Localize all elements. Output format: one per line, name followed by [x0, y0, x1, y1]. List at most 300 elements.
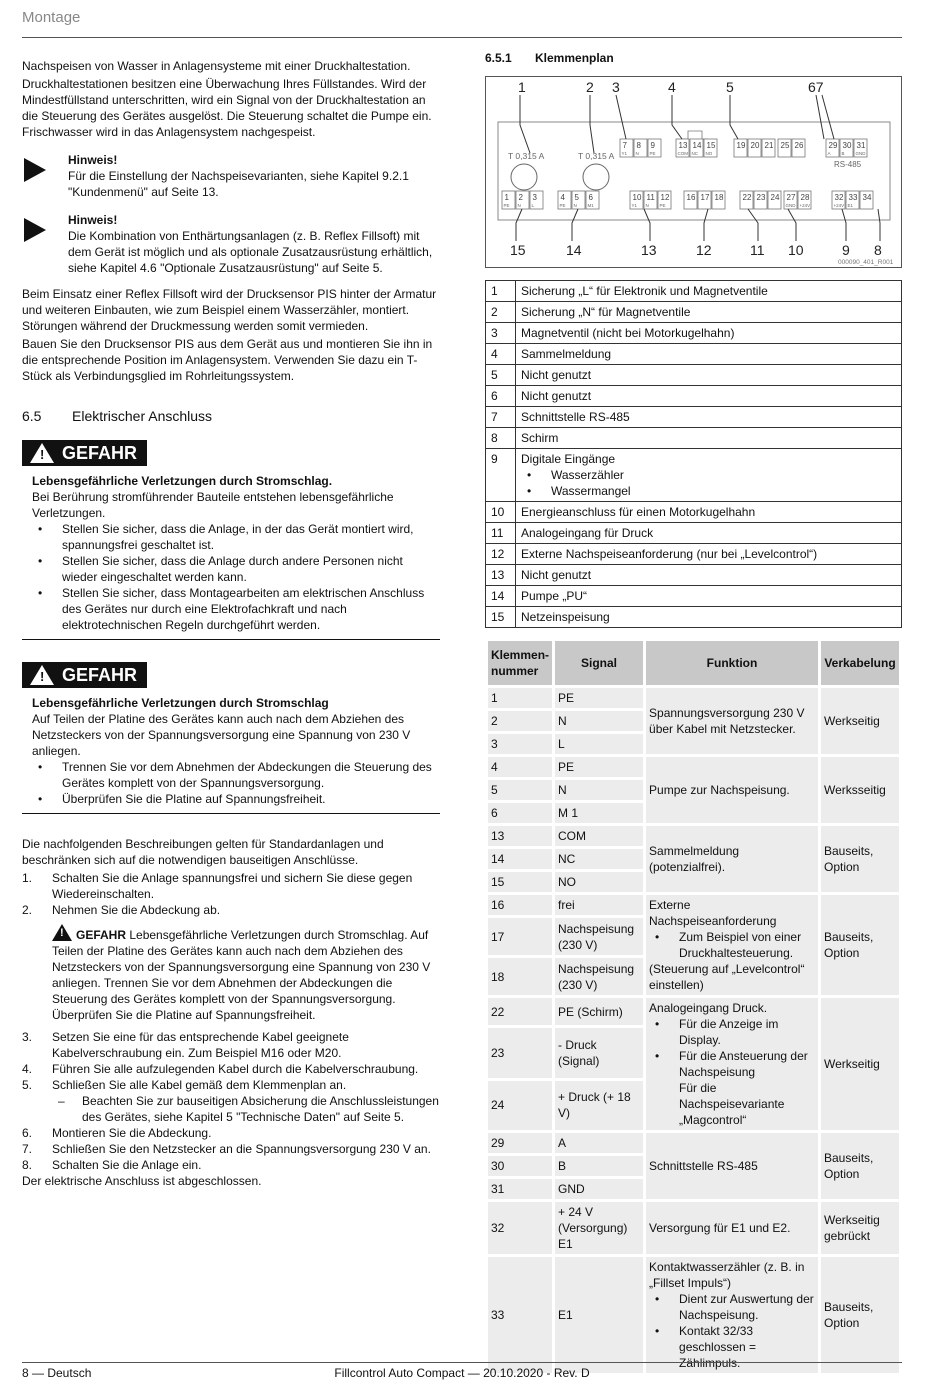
- terminal-number: 17: [488, 918, 552, 955]
- legend-number: 15: [486, 607, 516, 628]
- terminal-sub-label: B: [841, 151, 845, 156]
- legend-text: Digitale Eingänge: [521, 452, 616, 466]
- legend-cell: [516, 302, 902, 323]
- legend-cell: [516, 523, 902, 544]
- terminal-label: 33: [848, 193, 858, 202]
- terminal-signal: Nachspeisung (230 V): [555, 918, 643, 955]
- terminal-label: 19: [736, 141, 746, 150]
- terminal-label: 15: [706, 141, 716, 150]
- terminal-label: 17: [700, 193, 710, 202]
- terminal-label: 20: [750, 141, 760, 150]
- relay-symbol: [682, 131, 708, 139]
- callout-line: [730, 95, 738, 139]
- function-bullets: [649, 929, 815, 961]
- step-item: [22, 1141, 440, 1157]
- legend-row: [486, 365, 902, 386]
- terminal-label: 6: [588, 193, 593, 202]
- terminal-sub-label: PE: [659, 203, 666, 208]
- callout-number: 1: [518, 79, 526, 95]
- callout-line: [878, 209, 880, 241]
- terminal-label: 22: [742, 193, 752, 202]
- callout-number: 8: [874, 242, 882, 258]
- step-item: [22, 1077, 440, 1093]
- callout-line: [516, 209, 522, 241]
- terminal-number: 32: [488, 1202, 552, 1254]
- section-heading: [22, 408, 440, 424]
- terminal-function: [646, 757, 818, 823]
- terminal-number: 33: [488, 1257, 552, 1373]
- step-item: [22, 1157, 440, 1173]
- legend-cell: [516, 449, 902, 502]
- terminal-row: [488, 895, 899, 915]
- terminal-label: 13: [678, 141, 688, 150]
- legend-text: Nicht genutzt: [521, 568, 592, 582]
- right-column: [485, 50, 902, 1376]
- subsection-number: 6.5.1: [485, 51, 512, 65]
- step-list: [22, 1125, 440, 1173]
- callout-number: 3: [612, 79, 620, 95]
- legend-number: 4: [486, 344, 516, 365]
- step-number: 6.: [22, 1126, 33, 1140]
- terminal-number: 13: [488, 826, 552, 846]
- function-text: Analogeingang Druck.: [649, 1001, 768, 1015]
- terminal-table-header: [488, 641, 899, 685]
- terminal-number: 2: [488, 711, 552, 731]
- header-verkabelung: Verkabelung: [821, 641, 899, 685]
- step-number: 2.: [22, 903, 33, 917]
- function-bullet: • Kontakt 32/33 geschlossen = Zählimpuls.: [649, 1323, 815, 1371]
- terminal-label: 8: [636, 141, 641, 150]
- legend-row: [486, 565, 902, 586]
- terminal-number: 14: [488, 849, 552, 869]
- legend-bullet: • Wassermangel: [521, 483, 896, 499]
- terminal-signal: + Druck (+ 18 V): [555, 1081, 643, 1130]
- subsection-heading: [485, 50, 902, 66]
- terminal-label: 12: [660, 193, 670, 202]
- terminal-number: 18: [488, 958, 552, 995]
- terminal-function: [646, 895, 818, 995]
- header-title: Montage: [22, 9, 81, 26]
- terminal-function: [646, 1257, 818, 1373]
- callout-line: [590, 95, 594, 153]
- step-text: Setzen Sie eine für das entsprechende Kabel geeignete Kabelverschraubung ein. Zum Beispiel M16 oder M20.: [52, 1030, 349, 1060]
- legend-text: Schnittstelle RS-485: [521, 410, 630, 424]
- function-bullets: [649, 1291, 815, 1371]
- terminal-row-bottom: [502, 191, 873, 209]
- terminal-label: 10: [632, 193, 642, 202]
- legend-number: 2: [486, 302, 516, 323]
- terminal-signal: GND: [555, 1179, 643, 1199]
- step-number: 1.: [22, 871, 33, 885]
- danger-title: Lebensgefährliche Verletzungen durch Stromschlag: [32, 696, 329, 710]
- legend-number: 14: [486, 586, 516, 607]
- terminal-label: 31: [856, 141, 866, 150]
- terminal-function: [646, 826, 818, 892]
- terminal-number: 15: [488, 872, 552, 892]
- danger-bullet: • Überprüfen Sie die Platine auf Spannungsfreiheit.: [32, 791, 440, 807]
- callout-number: 12: [696, 242, 712, 258]
- legend-row: [486, 428, 902, 449]
- callout-line: [704, 209, 708, 241]
- terminal-signal: NO: [555, 872, 643, 892]
- callout-number: 4: [668, 79, 676, 95]
- rs485-label: RS-485: [834, 160, 862, 169]
- terminal-sub-label: L: [531, 203, 535, 208]
- terminal-sub-label: M1: [587, 203, 594, 208]
- terminal-row-top: [620, 139, 867, 157]
- diagram-code: 000090_401_R001: [838, 259, 894, 266]
- terminal-wiring: Werkseitig gebrückt: [821, 1202, 899, 1254]
- step-text: Schalten Sie die Anlage ein.: [52, 1158, 202, 1172]
- terminal-table: [485, 638, 902, 1376]
- terminal-label: 23: [756, 193, 766, 202]
- legend-text: Nicht genutzt: [521, 368, 592, 382]
- hint-title: Hinweis!: [68, 213, 118, 227]
- terminal-label: 16: [686, 193, 696, 202]
- function-text: Kontaktwasserzähler (z. B. in „Fillset Impuls“): [649, 1260, 805, 1290]
- terminal-sub-label: +24V: [833, 203, 845, 208]
- legend-text: Sicherung „L“ für Elektronik und Magnetventile: [521, 284, 768, 298]
- terminal-wiring: Bauseits, Option: [821, 1133, 899, 1199]
- terminal-label: 3: [532, 193, 537, 202]
- legend-number: 10: [486, 502, 516, 523]
- terminal-sub-label: NC: [691, 151, 698, 156]
- callout-line: [822, 95, 834, 139]
- legend-cell: [516, 386, 902, 407]
- step-list: [22, 870, 440, 918]
- header-funktion: Funktion: [646, 641, 818, 685]
- legend-number: 8: [486, 428, 516, 449]
- terminal-wiring: Werksseitig: [821, 757, 899, 823]
- terminal-label: 24: [770, 193, 780, 202]
- inline-warning-text: Lebensgefährliche Verletzungen durch Stromschlag. Auf Teilen der Platine des Gerätes kann auch nach dem Abziehen des Netzsteckers von der Spannungsversorgung eine Spannung von 230 V anliegen. Trennen Sie vor dem Abnehmen der Abdeckungen die Steuerung des Gerätes komplett von der Spannungsversorgung. Überprüfen Sie die Platine auf Spannungsfreiheit.: [52, 928, 431, 1022]
- terminal-label: 32: [834, 193, 844, 202]
- legend-cell: [516, 344, 902, 365]
- callout-line: [748, 209, 758, 241]
- legend-text: Sammelmeldung: [521, 347, 612, 361]
- terminal-signal: L: [555, 734, 643, 754]
- terminal-wiring: Bauseits, Option: [821, 895, 899, 995]
- terminal-function: [646, 688, 818, 754]
- legend-cell: [516, 565, 902, 586]
- danger-bullets: [32, 521, 440, 633]
- terminal-signal: PE (Schirm): [555, 998, 643, 1025]
- step-number: 7.: [22, 1142, 33, 1156]
- terminal-label: 11: [646, 193, 655, 202]
- step-text: Nehmen Sie die Abdeckung ab.: [52, 903, 221, 917]
- terminal-diagram-svg: [486, 77, 901, 267]
- terminal-number: 4: [488, 757, 552, 777]
- legend-number: 7: [486, 407, 516, 428]
- legend-row: [486, 407, 902, 428]
- legend-text: Sicherung „N“ für Magnetventile: [521, 305, 691, 319]
- terminal-sub-label: Y1: [631, 203, 638, 208]
- terminal-label: 7: [622, 141, 627, 150]
- footer-left: 8 — Deutsch: [22, 1366, 92, 1380]
- terminal-wiring: Bauseits, Option: [821, 826, 899, 892]
- legend-number: 6: [486, 386, 516, 407]
- legend-number: 1: [486, 281, 516, 302]
- function-text: Externe Nachspeiseanforderung: [649, 898, 777, 928]
- legend-text: Schirm: [521, 431, 559, 445]
- callout-number: 15: [510, 242, 526, 258]
- danger-box-1: [22, 467, 440, 640]
- legend-row: [486, 386, 902, 407]
- callout-number: 11: [750, 242, 765, 258]
- function-bullet: • Zum Beispiel von einer Druckhaltesteuerung.: [649, 929, 815, 961]
- terminal-wiring: Bauseits, Option: [821, 1257, 899, 1373]
- dash-item: – Beachten Sie zur bauseitigen Absicherung die Anschlussleistungen des Gerätes, siehe Kapitel 5 "Technische Daten" auf Seite 5.: [22, 1093, 440, 1125]
- terminal-row: [488, 1202, 899, 1254]
- terminal-function: [646, 998, 818, 1130]
- terminal-signal: Nachspeisung (230 V): [555, 958, 643, 995]
- terminal-number: 16: [488, 895, 552, 915]
- terminal-number: 31: [488, 1179, 552, 1199]
- terminal-sub-label: +24V: [799, 203, 811, 208]
- step-text: Schließen Sie alle Kabel gemäß dem Klemmenplan an.: [52, 1078, 347, 1092]
- warning-icon: !: [30, 665, 54, 685]
- fuse-1-icon: [511, 164, 537, 190]
- terminal-signal: frei: [555, 895, 643, 915]
- callout-line: [788, 209, 796, 241]
- danger-bullet: • Stellen Sie sicher, dass die Anlage, in der das Gerät montiert wird, spannungsfrei geschaltet ist.: [32, 521, 440, 553]
- warning-icon: !: [52, 924, 72, 941]
- callout-number: 13: [641, 242, 657, 258]
- hint-box-2: [22, 212, 440, 276]
- legend-text: Energieanschluss für einen Motorkugelhahn: [521, 505, 756, 519]
- terminal-label: 5: [574, 193, 579, 202]
- intro-paragraph-2: Druckhaltestationen besitzen eine Überwachung Ihres Füllstandes. Wird der Mindestfüllstand unterschritten, wird ein Signal von der Druckhaltestation an die Steuerung des Gerätes ausgelöst. Die Steuerung schaltet die Pumpe ein. Frischwasser wird in das Anlagensystem nachgespeist.: [22, 77, 432, 139]
- step-text: Schalten Sie die Anlage spannungsfrei und sichern Sie diese gegen Wiedereinschalten.: [52, 871, 413, 901]
- inline-warning: [22, 924, 440, 1023]
- section-number: 6.5: [22, 408, 42, 424]
- function-text: Sammelmeldung (potenzialfrei).: [649, 844, 740, 874]
- legend-row: [486, 344, 902, 365]
- terminal-label: 4: [560, 193, 565, 202]
- subsection-title: Klemmenplan: [535, 51, 614, 65]
- legend-bullets: [521, 467, 896, 499]
- terminal-sub-label: COM: [677, 151, 688, 156]
- terminal-label: 9: [650, 141, 655, 150]
- callout-line: [644, 209, 650, 241]
- step-number: 8.: [22, 1158, 33, 1172]
- function-bullets: [649, 1016, 815, 1080]
- terminal-label: 27: [786, 193, 796, 202]
- callout-line: [842, 209, 846, 241]
- step-text: Führen Sie alle aufzulegenden Kabel durch die Kabelverschraubung.: [52, 1062, 419, 1076]
- header-klemmennummer: [488, 641, 552, 685]
- intro-paragraph-1: Nachspeisen von Wasser in Anlagensysteme mit einer Druckhaltestation.: [22, 59, 411, 73]
- terminal-signal: COM: [555, 826, 643, 846]
- terminal-row: [488, 998, 899, 1025]
- terminal-sub-label: PE: [649, 151, 656, 156]
- terminal-row: [488, 826, 899, 846]
- legend-number: 11: [486, 523, 516, 544]
- terminal-sub-label: GND: [855, 151, 866, 156]
- danger-badge: [22, 662, 147, 688]
- callout-numbers-top: [518, 79, 824, 95]
- terminal-label: 21: [764, 141, 774, 150]
- step-number: 3.: [22, 1030, 33, 1044]
- fuse-label-2: T 0,315 A: [578, 151, 615, 161]
- callout-number: 14: [566, 242, 582, 258]
- legend-text: Magnetventil (nicht bei Motorkugelhahn): [521, 326, 735, 340]
- terminal-number: 30: [488, 1156, 552, 1176]
- legend-table: [485, 280, 902, 628]
- terminal-function: [646, 1133, 818, 1199]
- terminal-label: 26: [794, 141, 804, 150]
- step-item: [22, 1029, 440, 1061]
- terminal-sub-label: N: [517, 203, 521, 208]
- callout-line: [672, 95, 682, 139]
- terminal-wiring: Werkseitig: [821, 998, 899, 1130]
- terminal-number: 6: [488, 803, 552, 823]
- legend-bullet: • Wasserzähler: [521, 467, 896, 483]
- callout-number: 5: [726, 79, 734, 95]
- terminal-label: 34: [862, 193, 872, 202]
- legend-row: [486, 302, 902, 323]
- terminal-label: 2: [518, 193, 523, 202]
- legend-row: [486, 544, 902, 565]
- legend-text: Netzeinspeisung: [521, 610, 610, 624]
- terminal-sub-label: PE: [559, 203, 566, 208]
- legend-number: 5: [486, 365, 516, 386]
- arrow-icon: [24, 158, 46, 182]
- terminal-sub-label: NO: [705, 151, 713, 156]
- legend-cell: [516, 544, 902, 565]
- inline-warning-badge: GEFAHR: [76, 928, 127, 942]
- terminal-wiring: Werkseitig: [821, 688, 899, 754]
- terminal-sub-label: PE: [503, 203, 510, 208]
- step-item: [22, 870, 440, 902]
- terminal-number: 29: [488, 1133, 552, 1153]
- callout-numbers-bottom: [510, 242, 882, 258]
- footer-center: Fillcontrol Auto Compact — 20.10.2020 - Rev. D: [334, 1366, 590, 1380]
- terminal-number: 24: [488, 1081, 552, 1130]
- callout-line: [572, 209, 578, 241]
- function-bullet: • Für die Ansteuerung der Nachspeisung: [649, 1048, 815, 1080]
- function-note: Für die Nachspeisevariante „Magcontrol“: [679, 1081, 785, 1127]
- terminal-sub-label: N: [573, 203, 577, 208]
- terminal-signal: PE: [555, 757, 643, 777]
- danger-bullets: [32, 759, 440, 807]
- legend-row: [486, 323, 902, 344]
- hint-text: Die Kombination von Enthärtungsanlagen (z. B. Reflex Fillsoft) mit dem Gerät ist möglich und als optionale Zusatzausrüstung erhältlich, siehe Kapitel 4.6 "Optionale Zusatzausrüstung" auf Seite 5.: [68, 229, 433, 275]
- step-text: Montieren Sie die Abdeckung.: [52, 1126, 212, 1140]
- terminal-number: 23: [488, 1028, 552, 1077]
- legend-cell: [516, 607, 902, 628]
- danger-text: Bei Berührung stromführender Bauteile entstehen lebensgefährliche Verletzungen.: [32, 490, 394, 520]
- function-bullet: • Dient zur Auswertung der Nachspeisung.: [649, 1291, 815, 1323]
- left-column: [22, 58, 440, 1191]
- legend-number: 13: [486, 565, 516, 586]
- terminal-label: 14: [692, 141, 702, 150]
- legend-cell: [516, 281, 902, 302]
- legend-row: [486, 502, 902, 523]
- terminal-number: 22: [488, 998, 552, 1025]
- danger-box-2: [22, 689, 440, 814]
- legend-row: [486, 523, 902, 544]
- paragraph-drucksensor: Bauen Sie den Drucksensor PIS aus dem Gerät aus und montieren Sie ihn in die entsprechende Position im Anlagensystem. Verwenden Sie dazu ein T-Stück als Verbindungsglied im Rohrleitungssystem.: [22, 337, 433, 383]
- fuse-label-1: T 0,315 A: [508, 151, 545, 161]
- terminal-label: 29: [828, 141, 838, 150]
- legend-number: 9: [486, 449, 516, 502]
- hint-box-1: [22, 152, 440, 200]
- legend-text: Pumpe „PU“: [521, 589, 588, 603]
- final-paragraph: Der elektrische Anschluss ist abgeschlossen.: [22, 1174, 262, 1188]
- step-item: [22, 1125, 440, 1141]
- danger-badge-label: GEFAHR: [62, 443, 138, 463]
- terminal-number: 1: [488, 688, 552, 708]
- legend-cell: [516, 428, 902, 449]
- step-item: [22, 902, 440, 918]
- terminal-signal: + 24 V (Versorgung) E1: [555, 1202, 643, 1254]
- function-text: Schnittstelle RS-485: [649, 1159, 758, 1173]
- callout-number: 67: [808, 79, 824, 95]
- legend-cell: [516, 502, 902, 523]
- terminal-signal: E1: [555, 1257, 643, 1373]
- header-signal: Signal: [555, 641, 643, 685]
- terminal-signal: N: [555, 711, 643, 731]
- terminal-function: [646, 1202, 818, 1254]
- danger-title: Lebensgefährliche Verletzungen durch Stromschlag.: [32, 474, 333, 488]
- terminal-label: 18: [714, 193, 724, 202]
- step-text: Schließen Sie den Netzstecker an die Spannungsversorgung 230 V an.: [52, 1142, 431, 1156]
- callout-number: 9: [842, 242, 850, 258]
- legend-row: [486, 586, 902, 607]
- hint-text: Für die Einstellung der Nachspeisevarianten, siehe Kapitel 9.2.1 "Kundenmenü" auf Seite 13.: [68, 169, 409, 199]
- step-number: 5.: [22, 1078, 33, 1092]
- page-footer: [22, 1362, 902, 1380]
- callout-line: [616, 95, 626, 139]
- function-text: Versorgung für E1 und E2.: [649, 1221, 791, 1235]
- callout-line: [520, 95, 530, 153]
- danger-bullet: • Stellen Sie sicher, dass die Anlage durch andere Personen nicht wieder eingeschaltet werden kann.: [32, 553, 440, 585]
- legend-row: [486, 607, 902, 628]
- function-note: (Steuerung auf „Levelcontrol“ einstellen): [649, 962, 805, 992]
- terminal-sub-label: N: [645, 203, 649, 208]
- terminal-label: 30: [842, 141, 852, 150]
- legend-text: Nicht genutzt: [521, 389, 592, 403]
- legend-text: Externe Nachspeiseanforderung (nur bei „Levelcontrol“): [521, 547, 818, 561]
- terminal-signal: - Druck (Signal): [555, 1028, 643, 1077]
- legend-cell: [516, 365, 902, 386]
- terminal-signal: A: [555, 1133, 643, 1153]
- callout-number: 10: [788, 242, 804, 258]
- terminal-diagram: [485, 76, 902, 268]
- danger-bullet: • Trennen Sie vor dem Abnehmen der Abdeckungen die Steuerung des Gerätes komplett von der Spannungsversorgung.: [32, 759, 440, 791]
- function-text: Pumpe zur Nachspeisung.: [649, 783, 790, 797]
- terminal-sub-label: E1: [847, 203, 854, 208]
- step-list: [22, 1029, 440, 1093]
- legend-cell: [516, 586, 902, 607]
- terminal-label: 25: [780, 141, 790, 150]
- terminal-sub-label: Y1: [621, 151, 628, 156]
- terminal-row: [488, 757, 899, 777]
- warning-icon: !: [30, 443, 54, 463]
- danger-badge-label: GEFAHR: [62, 665, 138, 685]
- terminal-signal: M 1: [555, 803, 643, 823]
- callout-lines: [516, 95, 880, 241]
- page-header: [22, 6, 902, 38]
- legend-row: [486, 449, 902, 502]
- hint-title: Hinweis!: [68, 153, 118, 167]
- terminal-number: 3: [488, 734, 552, 754]
- danger-bullet: • Stellen Sie sicher, dass Montagearbeiten am elektrischen Anschluss des Gerätes nur durch eine Elektrofachkraft und nach elektrotechnischen Regeln durchgeführt werden.: [32, 585, 440, 633]
- fuse-2-icon: [583, 164, 609, 190]
- function-text: Spannungsversorgung 230 V über Kabel mit Netzstecker.: [649, 706, 805, 736]
- terminal-signal: NC: [555, 849, 643, 869]
